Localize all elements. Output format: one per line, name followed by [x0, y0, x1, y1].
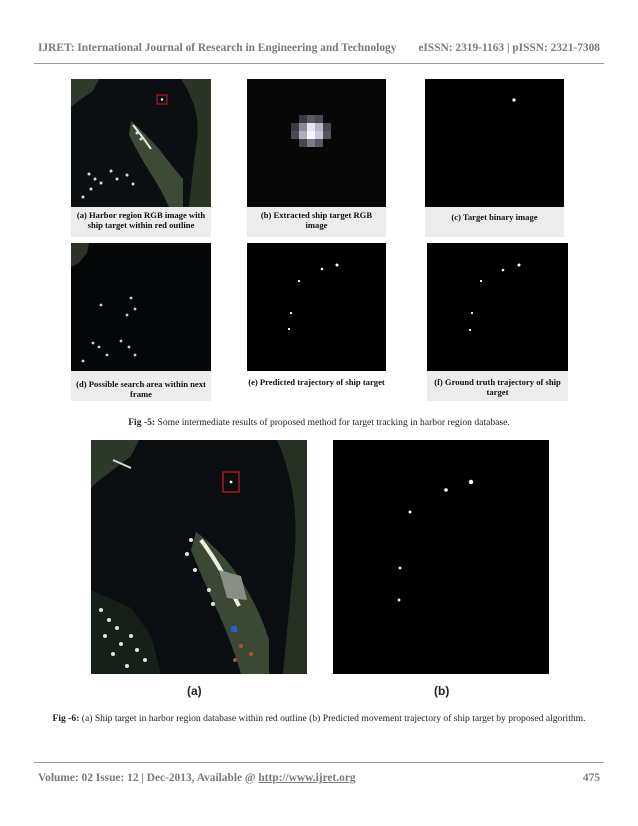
fig6-panel-b-predicted-trajectory	[333, 440, 549, 674]
journal-url-link[interactable]: http://www.ijret.org	[258, 772, 356, 784]
fig5-caption-e: (e) Predicted trajectory of ship target	[248, 377, 385, 387]
fig5-panel-d-search-area	[71, 243, 211, 371]
fig5-panel-b-ship-rgb	[247, 79, 386, 207]
fig5-panel-f-ground-truth	[427, 243, 568, 371]
journal-title: IJRET: International Journal of Research in Engineering and Technology	[38, 42, 397, 54]
fig5-caption-c: (c) Target binary image	[451, 212, 538, 222]
fig6-caption-label: Fig -6:	[52, 713, 80, 724]
issn: eISSN: 2319-1163 | pISSN: 2321-7308	[418, 42, 600, 54]
fig6-caption-text: (a) Ship target in harbor region database within red outline (b) Predicted movement trajectory of ship target by proposed algorithm.	[79, 713, 586, 724]
fig5-panel-e-predicted-trajectory	[247, 243, 386, 371]
footer-rule	[34, 762, 604, 763]
fig5-caption-f: (f) Ground truth trajectory of ship target	[434, 377, 561, 397]
fig6-label-a: (a)	[187, 684, 202, 698]
fig5-panel-a-harbor-image	[71, 79, 211, 207]
fig5-panel-c-binary	[425, 79, 564, 207]
footer-volume: Volume: 02 Issue: 12 | Dec-2013, Available @	[38, 772, 259, 784]
fig5-caption-label: Fig -5:	[128, 417, 156, 428]
fig5-caption-text: Some intermediate results of proposed method for target tracking in harbor region database.	[155, 417, 510, 428]
fig5-caption-b: (b) Extracted ship target RGB image	[260, 210, 373, 230]
running-footer	[38, 772, 600, 784]
fig6-panel-a-harbor-image	[91, 440, 307, 674]
fig6-caption	[44, 713, 594, 725]
page-number: 475	[582, 772, 600, 784]
fig5-caption-d: (d) Possible search area within next frame	[76, 379, 206, 399]
running-header	[38, 42, 600, 54]
fig6-label-b: (b)	[434, 684, 450, 698]
fig5-caption	[60, 417, 578, 429]
header-rule	[34, 63, 604, 64]
fig5-caption-a: (a) Harbor region RGB image with ship target within red outline	[76, 210, 206, 230]
